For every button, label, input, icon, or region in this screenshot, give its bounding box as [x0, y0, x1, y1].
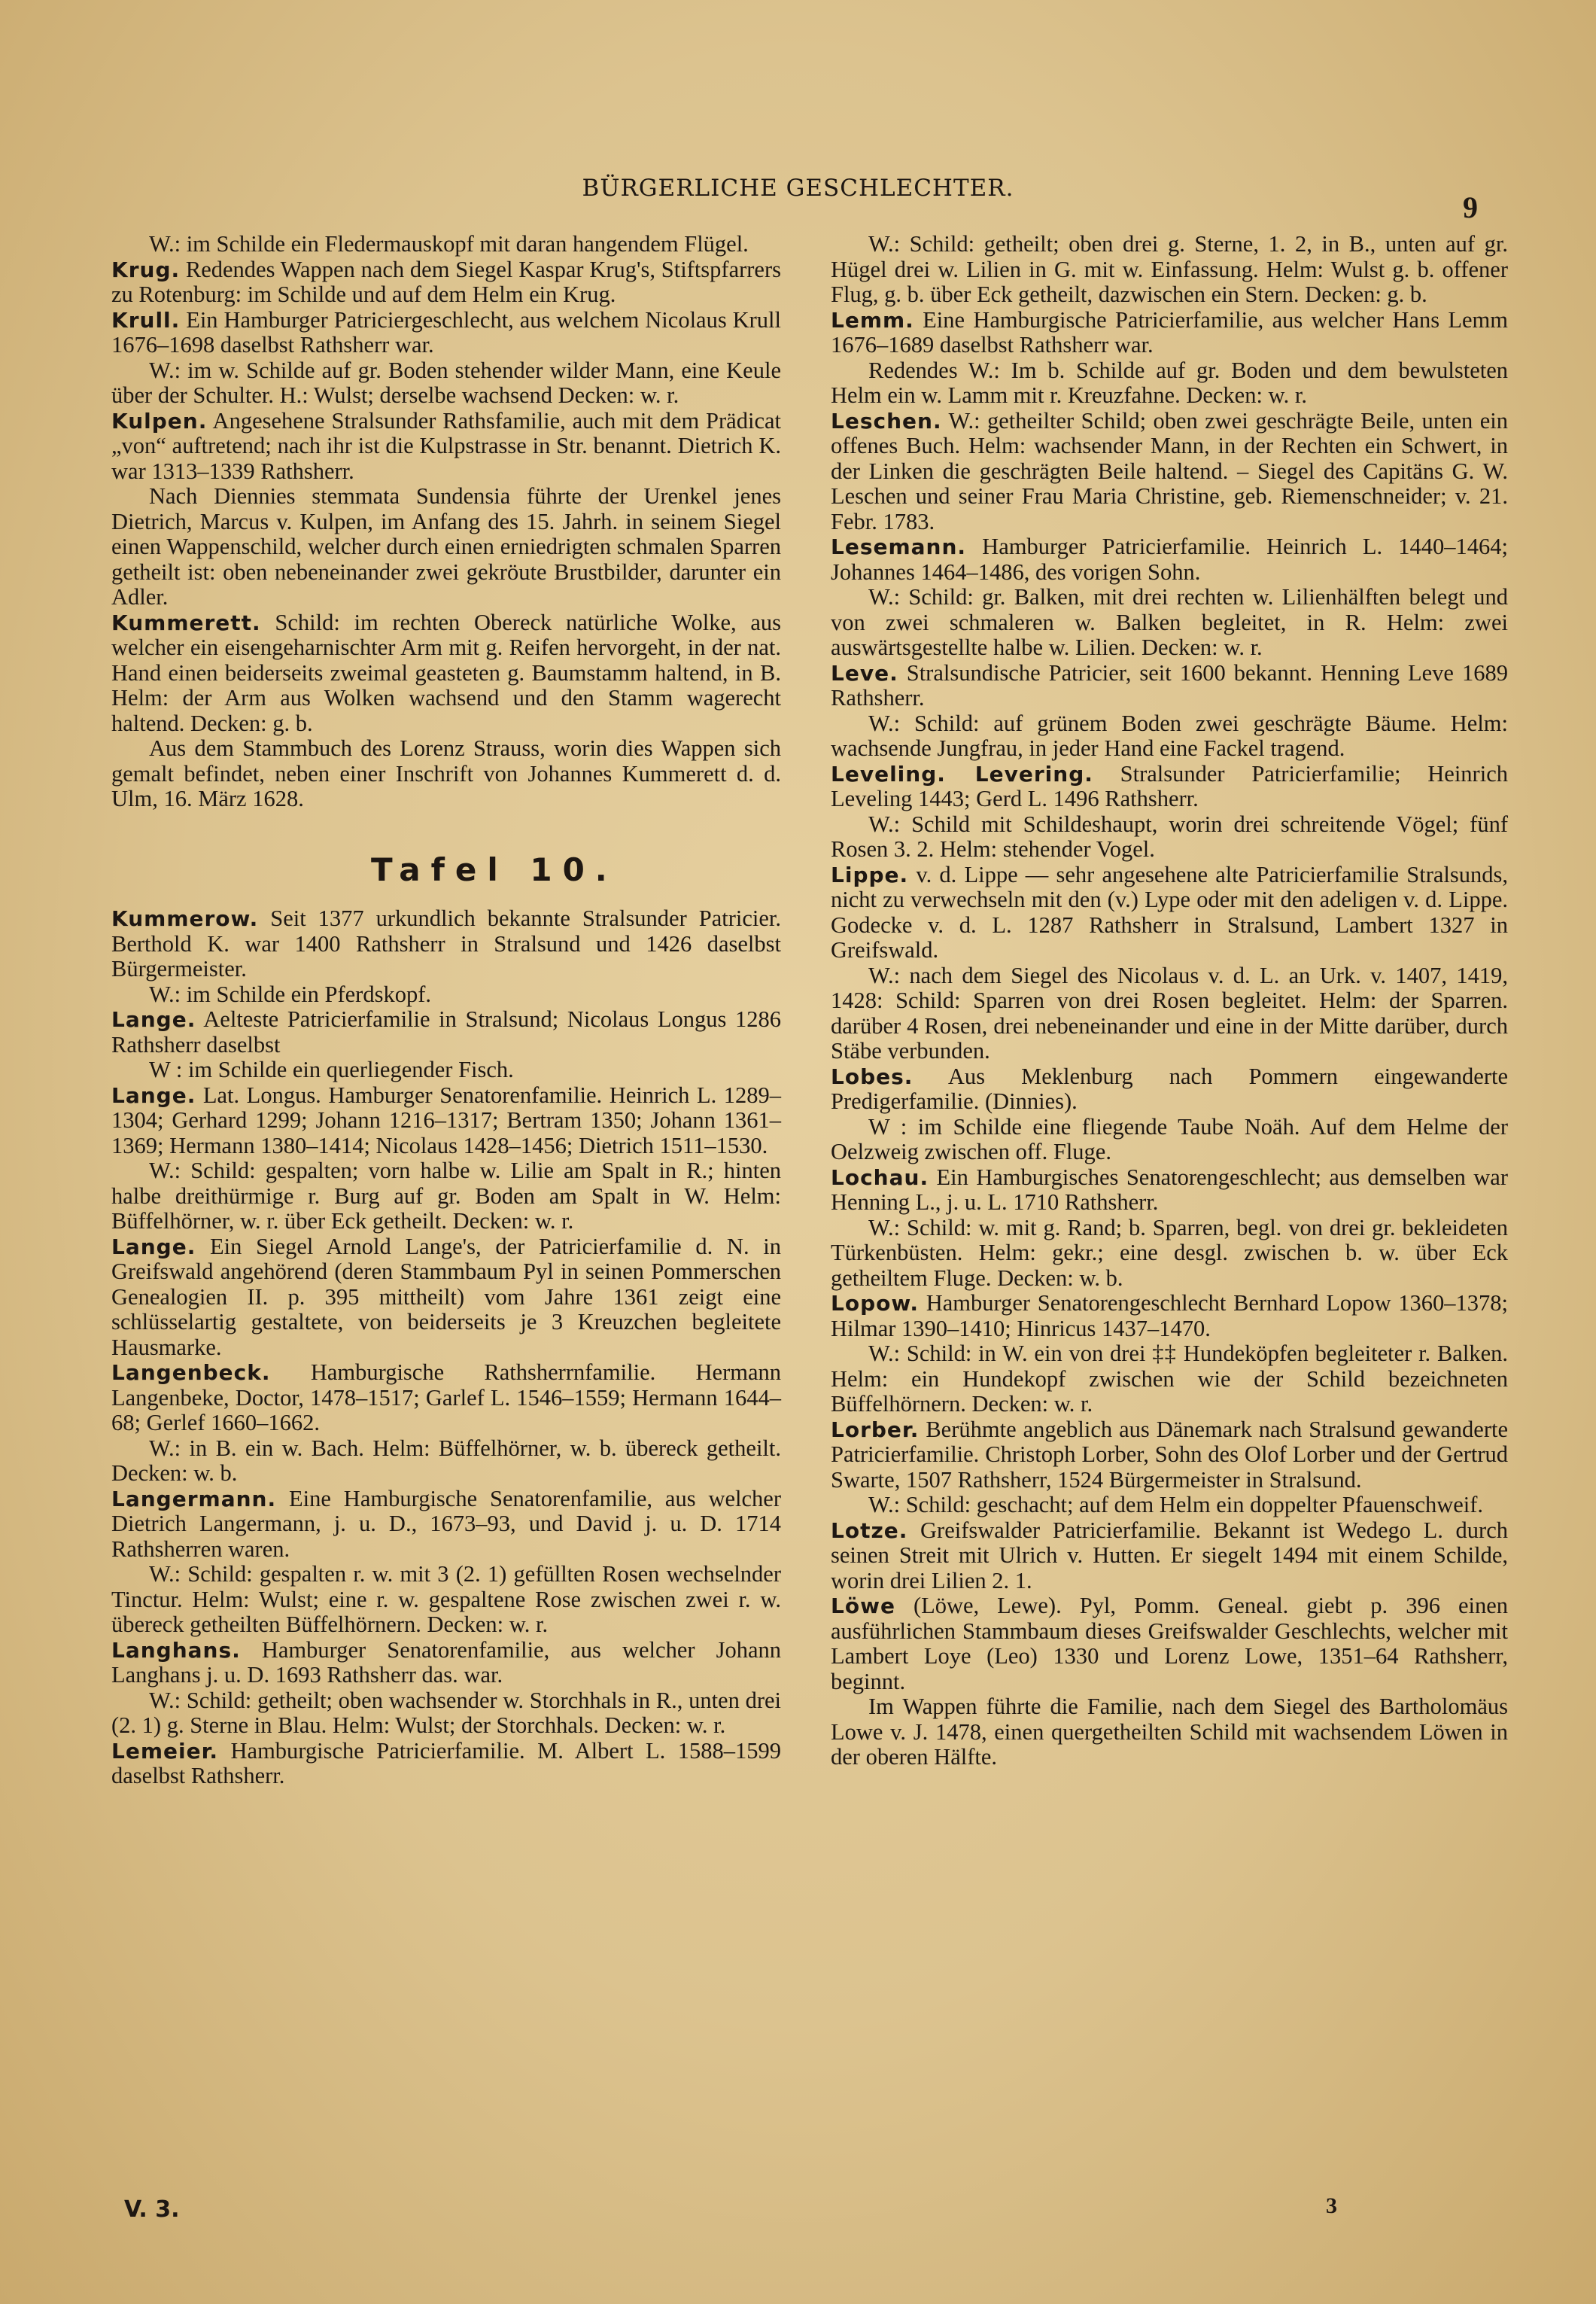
family-name: Lange.	[111, 1007, 196, 1032]
family-name: Krug.	[111, 257, 181, 282]
entry-text: W.: getheilter Schild; oben zwei geschrägte Beile, unten ein offenes Buch. Helm: wachsender Mann, in der Rechten ein Schwert, in der Linken die geschrägten Beile haltend. – Siegel des Capitäns G. W. Leschen und seiner Frau Maria Christine, geb. Riemenschneider; v. 21. Febr. 1783.	[831, 407, 1508, 534]
entry-paragraph	[111, 409, 781, 485]
entry-text: Eine Hamburgische Patricierfamilie, aus welcher Hans Lemm 1676–1689 daselbst Rathsherr war.	[831, 306, 1508, 358]
entry-text: W.: in B. ein w. Bach. Helm: Büffelhörner, w. b. übereck getheilt. Decken: w. b.	[111, 1435, 781, 1486]
entry-text: Stralsunder Patricierfamilie; Heinrich Leveling 1443; Gerd L. 1496 Rathsherr.	[831, 760, 1508, 811]
family-name: Lotze.	[831, 1517, 908, 1543]
printer-signature: V. 3.	[124, 2196, 180, 2223]
blazon-paragraph	[111, 358, 781, 409]
entry-text: W.: Schild mit Schildeshaupt, worin drei schreitende Vögel; fünf Rosen 3. 2. Helm: stehender Vogel.	[831, 811, 1508, 862]
entry-text: W.: nach dem Siegel des Nicolaus v. d. L. an Urk. v. 1407, 1419, 1428: Schild: Sparren von drei Rosen begleitet. Helm: der Sparren. darüber 4 Rosen, drei nebeneinander und eine in der Mitte darüber, durch Stäbe verbunden.	[831, 962, 1508, 1064]
family-name: Lange.	[111, 1234, 196, 1259]
entry-paragraph	[831, 762, 1508, 812]
entry-paragraph	[111, 308, 781, 358]
blazon-paragraph	[831, 1216, 1508, 1292]
entry-text: Aelteste Patricierfamilie in Stralsund; Nicolaus Longus 1286 Rathsherr daselbst	[111, 1006, 781, 1058]
family-name: Langermann.	[111, 1486, 277, 1511]
entry-paragraph	[831, 1291, 1508, 1341]
entry-paragraph	[111, 1487, 781, 1563]
entry-text: Ein Hamburgisches Senatorengeschlecht; aus demselben war Henning L., j. u. L. 1710 Rathsherr.	[831, 1164, 1508, 1215]
entry-paragraph	[111, 1360, 781, 1436]
entry-text: Redendes W.: Im b. Schilde auf gr. Boden und dem bewulsteten Helm ein w. Lamm mit r. Kreuzfahne. Decken: w. r.	[831, 357, 1508, 408]
entry-paragraph	[831, 1518, 1508, 1594]
family-name: Langhans.	[111, 1637, 241, 1663]
entry-text: Ein Siegel Arnold Lange's, der Patricierfamilie d. N. in Greifswald angehörend (deren Stammbaum Pyl in seinen Pommerschen Genealogien II. p. 395 mittheilt) vom Jahre 1361 zeigt eine schlüsselartig gestaltete, von beiderseits je 3 Kreuzchen begleitete Hausmarke.	[111, 1233, 781, 1360]
family-name: Lochau.	[831, 1164, 929, 1190]
entry-text: W.: Schild: getheilt; oben wachsender w. Storchhals in R., unten drei (2. 1) g. Sterne in Blau. Helm: Wulst; der Storchhals. Decken: w. r.	[111, 1687, 781, 1738]
family-name: Lorber.	[831, 1417, 920, 1442]
entry-text: W.: Schild: in W. ein von drei ‡‡ Hundeköpfen begleiteter r. Balken. Helm: ein Hundekopf zwischen wie der Schild bezeichneten Büffelhörnern. Decken: w. r.	[831, 1341, 1508, 1417]
entry-text: W : im Schilde eine fliegende Taube Noäh. Auf dem Helme der Oelzweig zwischen off. Fluge.	[831, 1113, 1508, 1164]
entry-paragraph	[831, 1417, 1508, 1493]
entry-text: Aus dem Stammbuch des Lorenz Strauss, worin dies Wappen sich gemalt befindet, neben einer Inschrift von Johannes Kummerett d. d. Ulm, 16. März 1628.	[111, 735, 781, 811]
family-name: Lemm.	[831, 307, 914, 333]
entry-text: W.: im Schilde ein Fledermauskopf mit daran hangendem Flügel.	[149, 231, 749, 257]
family-name: Kulpen.	[111, 408, 208, 434]
blazon-paragraph	[111, 1688, 781, 1739]
blazon-paragraph	[831, 1493, 1508, 1518]
entry-text: Redendes Wappen nach dem Siegel Kaspar Krug's, Stiftspfarrers zu Rotenburg: im Schilde und auf dem Helm ein Krug.	[111, 256, 781, 307]
entry-text: (Löwe, Lewe). Pyl, Pomm. Geneal. giebt p. 396 einen ausführlichen Stammbaum dieses Greifswalder Geschlechts, welcher mit Lambert Loye (Leo) 1330 und Lorenz Lowe, 1351–64 Rathsherr, beginnt.	[831, 1593, 1508, 1694]
running-head: BÜRGERLICHE GESCHLECHTER.	[582, 175, 1014, 202]
family-name: Leschen.	[831, 408, 942, 434]
entry-paragraph	[831, 534, 1508, 585]
entry-text: Hamburgische Patricierfamilie. M. Albert L. 1588–1599 daselbst Rathsherr.	[111, 1737, 781, 1788]
entry-text: Nach Diennies stemmata Sundensia führte der Urenkel jenes Dietrich, Marcus v. Kulpen, im Anfang des 15. Jahrh. in seinem Siegel einen Wappenschild, welcher durch einen erniedrigten schmalen Sparren getheilt ist: oben nebeneinander zwei gekröute Brustbilder, darunter ein Adler.	[111, 483, 781, 610]
family-name: Langenbeck.	[111, 1360, 271, 1385]
family-name: Leve.	[831, 660, 898, 686]
family-name: Löwe	[831, 1593, 895, 1618]
entry-text: W.: Schild: auf grünem Boden zwei geschrägte Bäume. Helm: wachsende Jungfrau, in jeder Hand eine Fackel tragend.	[831, 710, 1508, 761]
blazon-paragraph	[111, 1158, 781, 1234]
entry-paragraph	[111, 1007, 781, 1058]
entry-text: W : im Schilde ein querliegender Fisch.	[149, 1057, 514, 1082]
entry-paragraph	[831, 1064, 1508, 1115]
blazon-paragraph	[831, 1115, 1508, 1165]
family-name: Lesemann.	[831, 534, 967, 559]
entry-paragraph	[111, 1739, 781, 1789]
entry-paragraph	[111, 1234, 781, 1361]
entry-text: Eine Hamburgische Senatorenfamilie, aus welcher Dietrich Langermann, j. u. D., 1673–93, und David j. u. D. 1714 Rathsherren waren.	[111, 1485, 781, 1562]
entry-text: W.: im w. Schilde auf gr. Boden stehender wilder Mann, eine Keule über der Schulter. H.: Wulst; derselbe wachsend Decken: w. r.	[111, 357, 781, 408]
blazon-paragraph	[831, 711, 1508, 762]
blazon-paragraph	[831, 1341, 1508, 1417]
entry-text: Aus Meklenburg nach Pommern eingewanderte Predigerfamilie. (Dinnies).	[831, 1063, 1508, 1114]
blazon-paragraph	[111, 1562, 781, 1638]
blazon-paragraph	[831, 585, 1508, 661]
entry-paragraph	[831, 409, 1508, 535]
blazon-paragraph	[111, 736, 781, 812]
entry-paragraph	[111, 1638, 781, 1688]
entry-text: Hamburgische Rathsherrnfamilie. Hermann Langenbeke, Doctor, 1478–1517; Garlef L. 1546–1559; Hermann 1644–68; Gerlef 1660–1662.	[111, 1359, 781, 1435]
entry-text: W.: Schild: gespalten r. w. mit 3 (2. 1) gefüllten Rosen wechselnder Tinctur. Helm: Wulst; eine r. w. gespaltene Rose zwischen zwei r. w. übereck getheilten Büffelhörnern. Decken: w. r.	[111, 1561, 781, 1637]
entry-text: Hamburger Patricierfamilie. Heinrich L. 1440–1464; Johannes 1464–1486, des vorigen Sohn.	[831, 534, 1508, 585]
entry-text: Schild: im rechten Obereck natürliche Wolke, aus welcher ein eisengeharnischter Arm mit g. Reifen hervorgeht, in der nat. Hand einen beiderseits zweimal geasteten g. Baumstamm haltend, in B. Helm: der Arm aus Wolken wachsend und den Stamm wagerecht haltend. Decken: g. b.	[111, 609, 781, 736]
family-name: Lopow.	[831, 1291, 920, 1316]
blazon-paragraph	[111, 1058, 781, 1083]
family-name: Lobes.	[831, 1064, 914, 1089]
entry-text: W.: Schild: gespalten; vorn halbe w. Lilie am Spalt in R.; hinten halbe dreithürmige r. Burg auf gr. Boden am Spalt in W. Helm: Büffelhörner, w. r. über Eck getheilt. Decken: w. r.	[111, 1158, 781, 1234]
entry-paragraph	[111, 1083, 781, 1159]
blazon-paragraph	[111, 232, 781, 257]
right-column	[831, 232, 1508, 1770]
entry-paragraph	[831, 863, 1508, 963]
entry-text: v. d. Lippe — sehr angesehene alte Patricierfamilie Stralsunds, nicht zu verwechseln mit den (v.) Lype oder mit den adeligen v. d. Lippe. Godecke v. d. L. 1287 Rathsherr in Stralsund, Lambert 1327 in Greifswald.	[831, 861, 1508, 963]
blazon-paragraph	[831, 812, 1508, 863]
entry-text: Hamburger Senatorengeschlecht Bernhard Lopow 1360–1378; Hilmar 1390–1410; Hinricus 1437–1470.	[831, 1290, 1508, 1341]
entry-text: Greifswalder Patricierfamilie. Bekannt ist Wedego L. durch seinen Streit mit Ulrich v. Hutten. Er siegelt 1494 mit einem Schilde, worin drei Lilien 2. 1.	[831, 1517, 1508, 1593]
family-name: Lange.	[111, 1082, 196, 1108]
family-name: Leveling. Levering.	[831, 761, 1093, 787]
entry-text: Hamburger Senatorenfamilie, aus welcher Johann Langhans j. u. D. 1693 Rathsherr das. war.	[111, 1636, 781, 1688]
blazon-paragraph	[111, 484, 781, 610]
blazon-paragraph	[111, 1436, 781, 1487]
family-name: Lippe.	[831, 862, 909, 887]
blazon-paragraph	[831, 358, 1508, 409]
entry-text: W.: Schild: w. mit g. Rand; b. Sparren, begl. von drei gr. bekleideten Türkenbüsten. Helm: gekr.; eine desgl. zwischen b. w. über Eck getheiltem Fluge. Decken: w. b.	[831, 1214, 1508, 1291]
blazon-paragraph	[111, 982, 781, 1008]
signature-mark: 3	[1326, 2193, 1337, 2218]
family-name: Kummerett.	[111, 610, 261, 635]
entry-text: Im Wappen führte die Familie, nach dem Siegel des Bartholomäus Lowe v. J. 1478, einen quergetheilten Schild mit wachsendem Löwen in der oberen Hälfte.	[831, 1694, 1508, 1770]
family-name: Lemeier.	[111, 1738, 219, 1764]
section-heading: Tafel 10.	[371, 851, 618, 888]
entry-paragraph	[831, 1593, 1508, 1694]
entry-paragraph	[831, 308, 1508, 358]
entry-paragraph	[111, 257, 781, 308]
entry-text: Angesehene Stralsunder Rathsfamilie, auch mit dem Prädicat „von“ auftretend; nach ihr ist die Kulpstrasse in Str. benannt. Dietrich K. war 1313–1339 Rathsherr.	[111, 407, 781, 484]
entry-text: Stralsundische Patricier, seit 1600 bekannt. Henning Leve 1689 Rathsherr.	[831, 659, 1508, 711]
entry-paragraph	[111, 906, 781, 982]
entry-text: Lat. Longus. Hamburger Senatorenfamilie. Heinrich L. 1289–1304; Gerhard 1299; Johann 1216–1317; Bertram 1350; Johann 1361–1369; Hermann 1380–1414; Nicolaus 1428–1456; Dietrich 1511–1530.	[111, 1082, 781, 1158]
entry-text: Berühmte angeblich aus Dänemark nach Stralsund gewanderte Patricierfamilie. Christoph Lorber, Sohn des Olof Lorber und der Gertrud Swarte, 1507 Rathsherr, 1524 Bürgermeister in Stralsund.	[831, 1416, 1508, 1493]
family-name: Kummerow.	[111, 906, 259, 931]
entry-text: W.: Schild: gr. Balken, mit drei rechten w. Lilienhälften belegt und von zwei schmaleren w. Balken begleitet, in R. Helm: zwei auswärtsgestellte halbe w. Lilien. Decken: w. r.	[831, 584, 1508, 660]
page-number: 9	[1463, 190, 1478, 224]
entry-paragraph	[831, 661, 1508, 711]
entry-text: Ein Hamburger Patriciergeschlecht, aus welchem Nicolaus Krull 1676–1698 daselbst Rathsherr war.	[111, 306, 781, 358]
family-name: Krull.	[111, 307, 181, 333]
entry-paragraph	[111, 610, 781, 737]
left-column	[111, 232, 781, 1789]
blazon-paragraph	[831, 232, 1508, 308]
entry-text: W.: im Schilde ein Pferdskopf.	[149, 981, 431, 1007]
entry-text: W.: Schild: geschacht; auf dem Helm ein doppelter Pfauenschweif.	[868, 1492, 1484, 1517]
entry-paragraph	[831, 1165, 1508, 1216]
blazon-paragraph	[831, 1694, 1508, 1770]
entry-text: W.: Schild: getheilt; oben drei g. Sterne, 1. 2, in B., unten auf gr. Hügel drei w. Lilien in G. mit w. Einfassung. Helm: Wulst g. b. offener Flug, g. b. über Eck getheilt, dazwischen ein Stern. Decken: g. b.	[831, 231, 1508, 307]
blazon-paragraph	[831, 963, 1508, 1064]
entry-text: Seit 1377 urkundlich bekannte Stralsunder Patricier. Berthold K. war 1400 Rathsherr in Stralsund und 1426 daselbst Bürgermeister.	[111, 905, 781, 982]
